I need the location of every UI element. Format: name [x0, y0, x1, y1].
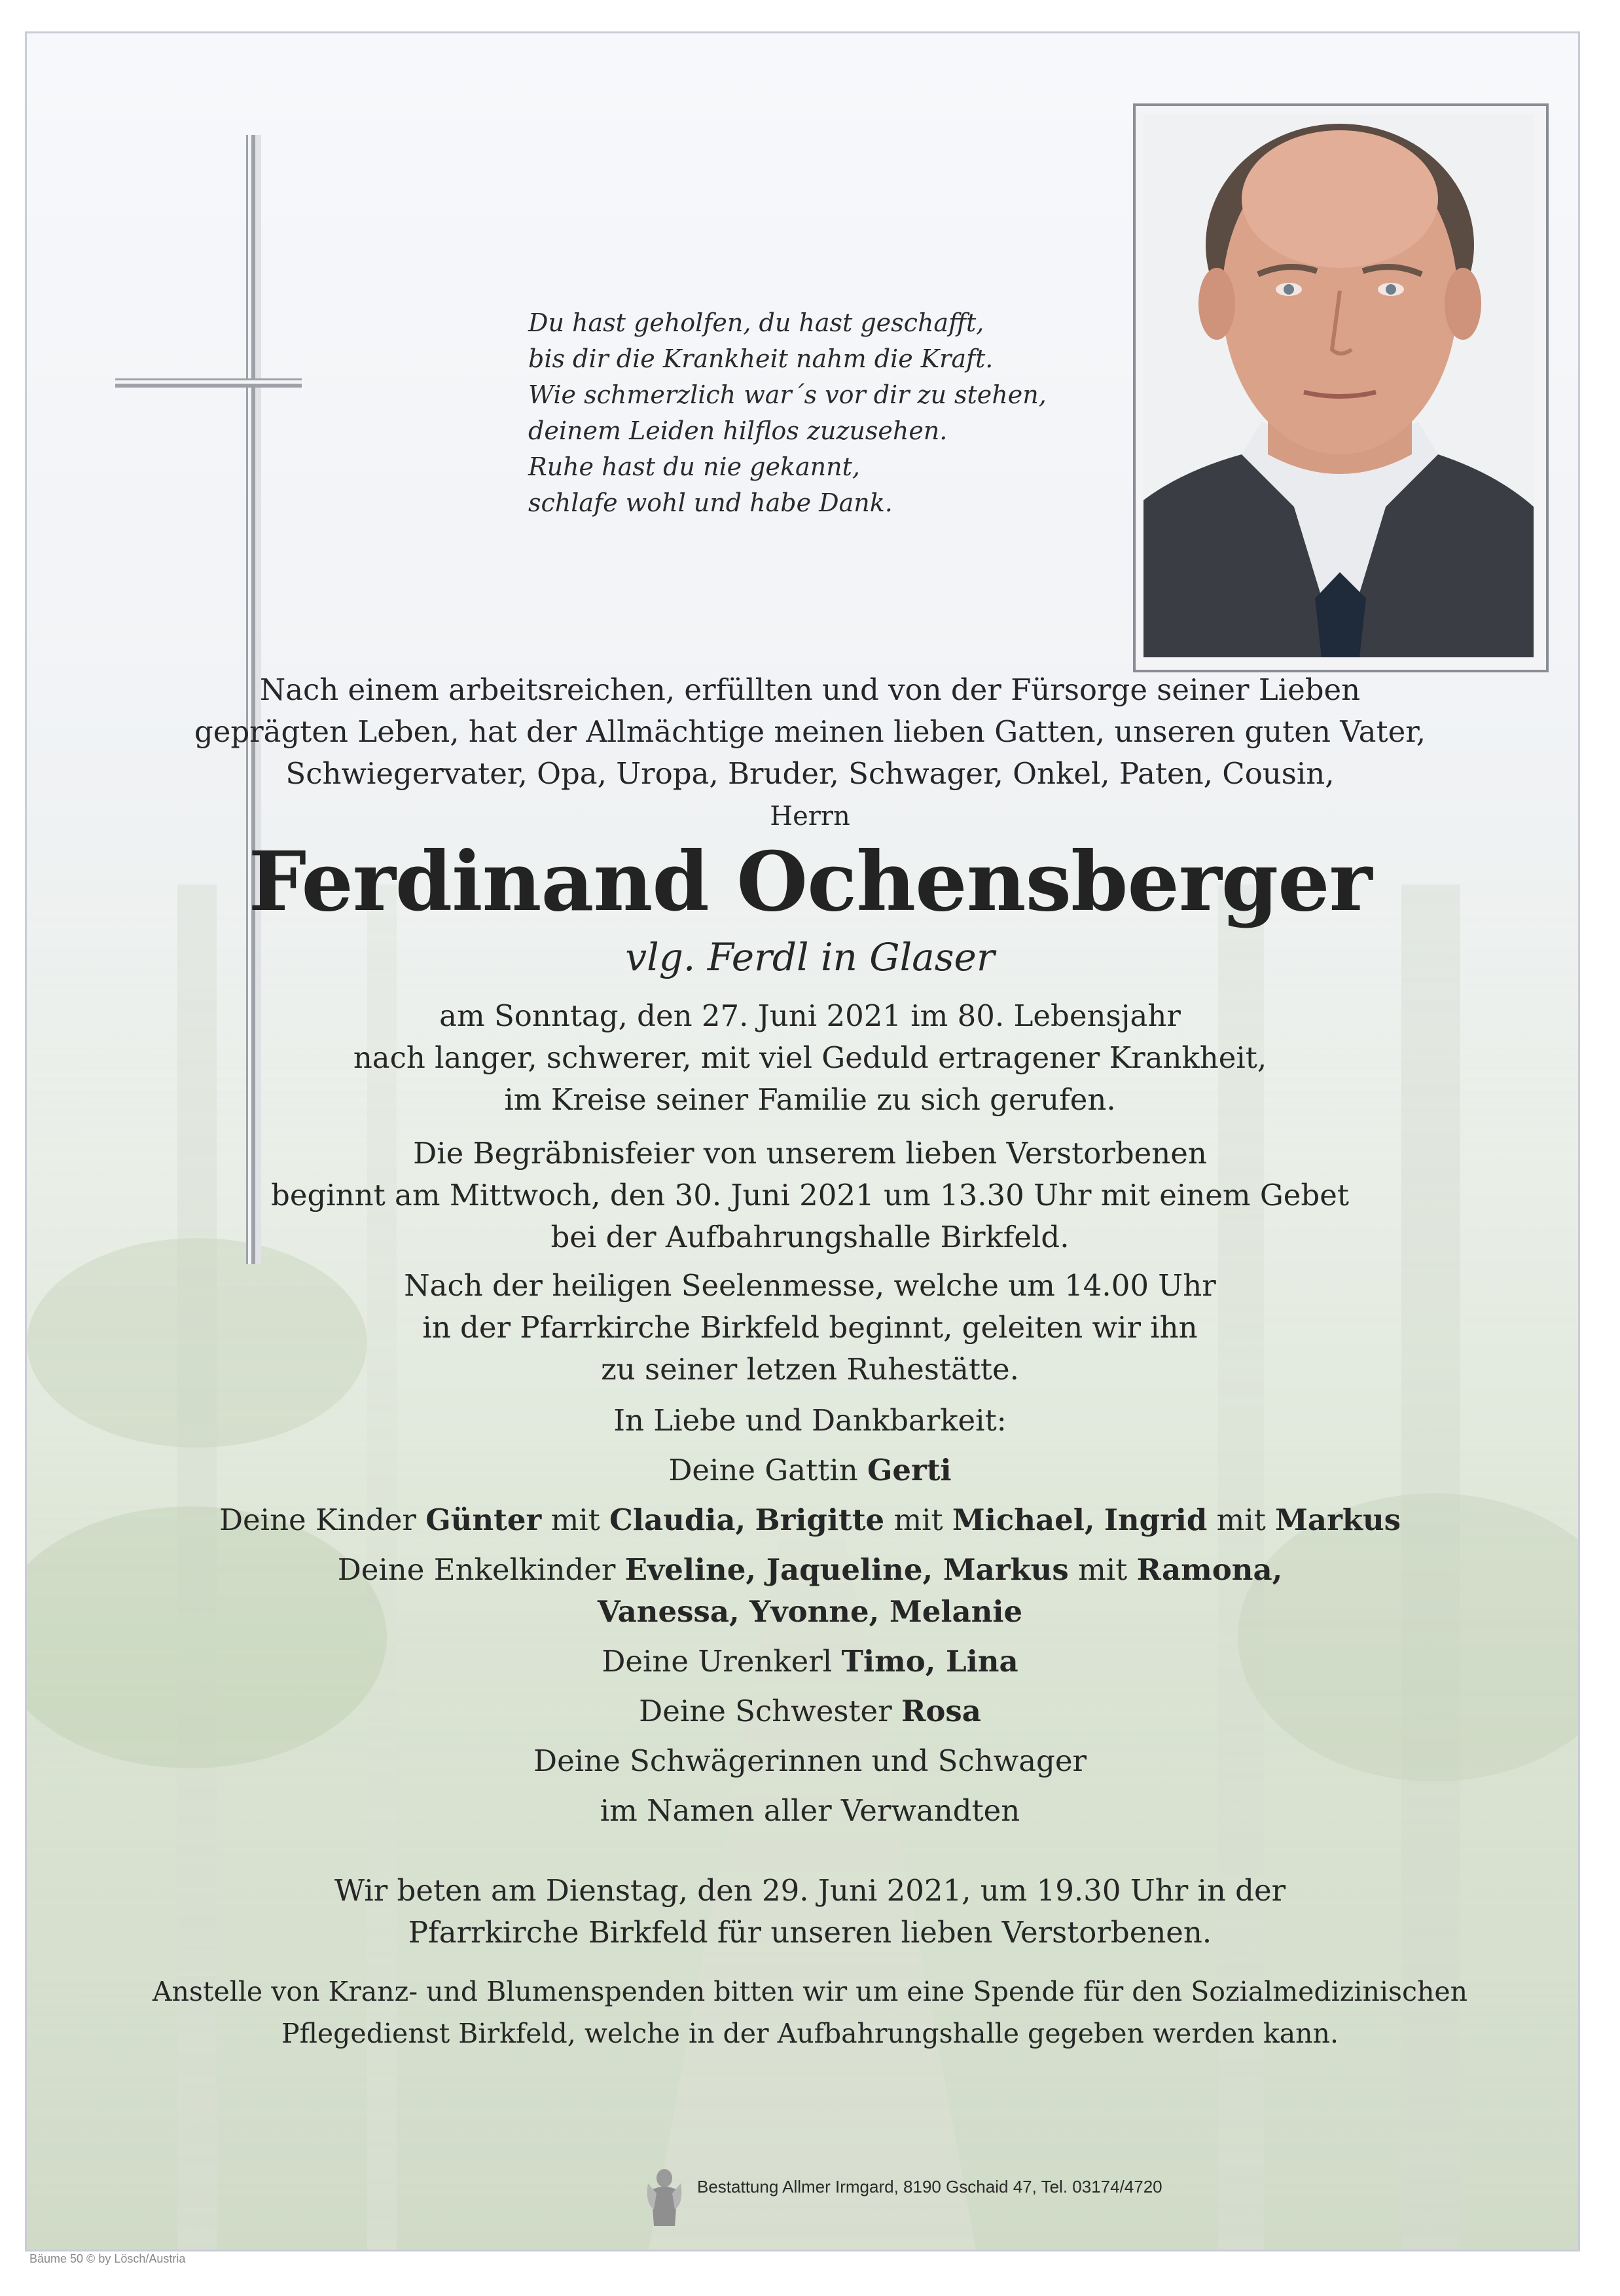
death-line: am Sonntag, den 27. Juni 2021 im 80. Lebensjahr: [439, 998, 1181, 1033]
death-line: nach langer, schwerer, mit viel Geduld ertragener Krankheit,: [353, 1040, 1267, 1075]
mass-line: zu seiner letzen Ruhestätte.: [601, 1352, 1019, 1387]
undertaker-info: Bestattung Allmer Irmgard, 8190 Gschaid 47, Tel. 03174/4720: [697, 2177, 1162, 2196]
death-line: im Kreise seiner Familie zu sich gerufen.: [504, 1082, 1116, 1117]
salutation: Herrn: [770, 801, 850, 831]
child-name: Günter: [425, 1503, 542, 1537]
funeral-line: beginnt am Mittwoch, den 30. Juni 2021 um 13.30 Uhr mit einem Gebet: [271, 1178, 1349, 1212]
partner-name: Ramona,: [1136, 1552, 1283, 1587]
poem-line: Ruhe hast du nie gekannt,: [528, 452, 860, 481]
donation-line: Anstelle von Kranz- und Blumenspenden bitten wir um eine Spende für den Sozialmedizinischen: [152, 1976, 1468, 2007]
partner-name: Markus: [1275, 1503, 1401, 1537]
mourners: [0, 1400, 1620, 1832]
connector: mit: [1216, 1503, 1266, 1537]
prayer-line: Wir beten am Dienstag, den 29. Juni 2021, um 19.30 Uhr in der: [334, 1873, 1286, 1908]
mourner-great-grandchildren: [0, 1641, 1620, 1683]
portrait-frame: [1133, 103, 1549, 672]
great-grandchildren-names: Timo, Lina: [841, 1644, 1018, 1679]
angel-icon: [645, 2164, 684, 2229]
poem-line: deinem Leiden hilflos zuzusehen.: [528, 416, 948, 445]
grandchildren-names: Eveline, Jaqueline, Markus: [624, 1552, 1069, 1587]
connector: mit: [1078, 1552, 1128, 1587]
funeral-line: Die Begräbnisfeier von unserem lieben Verstorbenen: [413, 1136, 1207, 1171]
donation-line: Pflegedienst Birkfeld, welche in der Aufbahrungshalle gegeben werden kann.: [281, 2018, 1339, 2049]
label: Deine Kinder: [219, 1503, 416, 1537]
mourner-grandchildren-2: [0, 1591, 1620, 1633]
child-name: Ingrid: [1104, 1503, 1208, 1537]
mourner-children: Deine Kinder Günter mit Claudia, Brigitte mit Michael, Ingrid mit Markus: [219, 1503, 1401, 1537]
mourner-grandchildren: [0, 1549, 1620, 1591]
portrait-photo: [1143, 114, 1534, 657]
sister-name: Rosa: [901, 1694, 981, 1728]
grandchildren-names: Vanessa, Yvonne, Melanie: [597, 1594, 1023, 1629]
copyright-note: Bäume 50 © by Lösch/Austria: [29, 2252, 186, 2265]
partner-name: Claudia: [609, 1503, 736, 1537]
deceased-nickname: vlg. Ferdl in Glaser: [625, 935, 995, 979]
intro-line: Nach einem arbeitsreichen, erfüllten und von der Fürsorge seiner Lieben: [259, 672, 1361, 707]
partner-name: Michael: [952, 1503, 1085, 1537]
announcement: [0, 669, 1620, 2054]
mass-line: Nach der heiligen Seelenmesse, welche um 14.00 Uhr: [404, 1268, 1216, 1303]
connector: mit: [893, 1503, 943, 1537]
mourner-inlaws: Deine Schwägerinnen und Schwager: [533, 1743, 1087, 1778]
poem-line: Du hast geholfen, du hast geschafft,: [528, 308, 984, 337]
prayer-line: Pfarrkirche Birkfeld für unseren lieben Verstorbenen.: [408, 1915, 1212, 1950]
funeral-line: bei der Aufbahrungshalle Birkfeld.: [550, 1220, 1070, 1254]
label: Deine Enkelkinder: [337, 1552, 616, 1587]
label: Deine Urenkerl: [602, 1644, 833, 1679]
mourner-wife: [0, 1449, 1620, 1491]
poem-line: schlafe wohl und habe Dank.: [528, 488, 893, 517]
poem: [528, 305, 1052, 521]
intro-line: geprägten Leben, hat der Allmächtige meinen lieben Gatten, unseren guten Vater,: [194, 714, 1426, 749]
deceased-name: Ferdinand Ochensberger: [248, 834, 1372, 930]
label: Deine Schwester: [639, 1694, 892, 1728]
mass-line: in der Pfarrkirche Birkfeld beginnt, geleiten wir ihn: [422, 1310, 1198, 1345]
mourner-sister: [0, 1690, 1620, 1732]
mourner-relatives: im Namen aller Verwandten: [600, 1793, 1020, 1828]
label: Deine Gattin: [668, 1453, 858, 1487]
connector: mit: [550, 1503, 600, 1537]
poem-line: bis dir die Krankheit nahm die Kraft.: [528, 344, 994, 373]
poem-line: Wie schmerzlich war´s vor dir zu stehen,: [528, 380, 1047, 409]
mourners-intro: In Liebe und Dankbarkeit:: [613, 1403, 1007, 1438]
child-name: Brigitte: [755, 1503, 885, 1537]
intro-line: Schwiegervater, Opa, Uropa, Bruder, Schwager, Onkel, Paten, Cousin,: [285, 756, 1335, 791]
wife-name: Gerti: [867, 1453, 952, 1487]
